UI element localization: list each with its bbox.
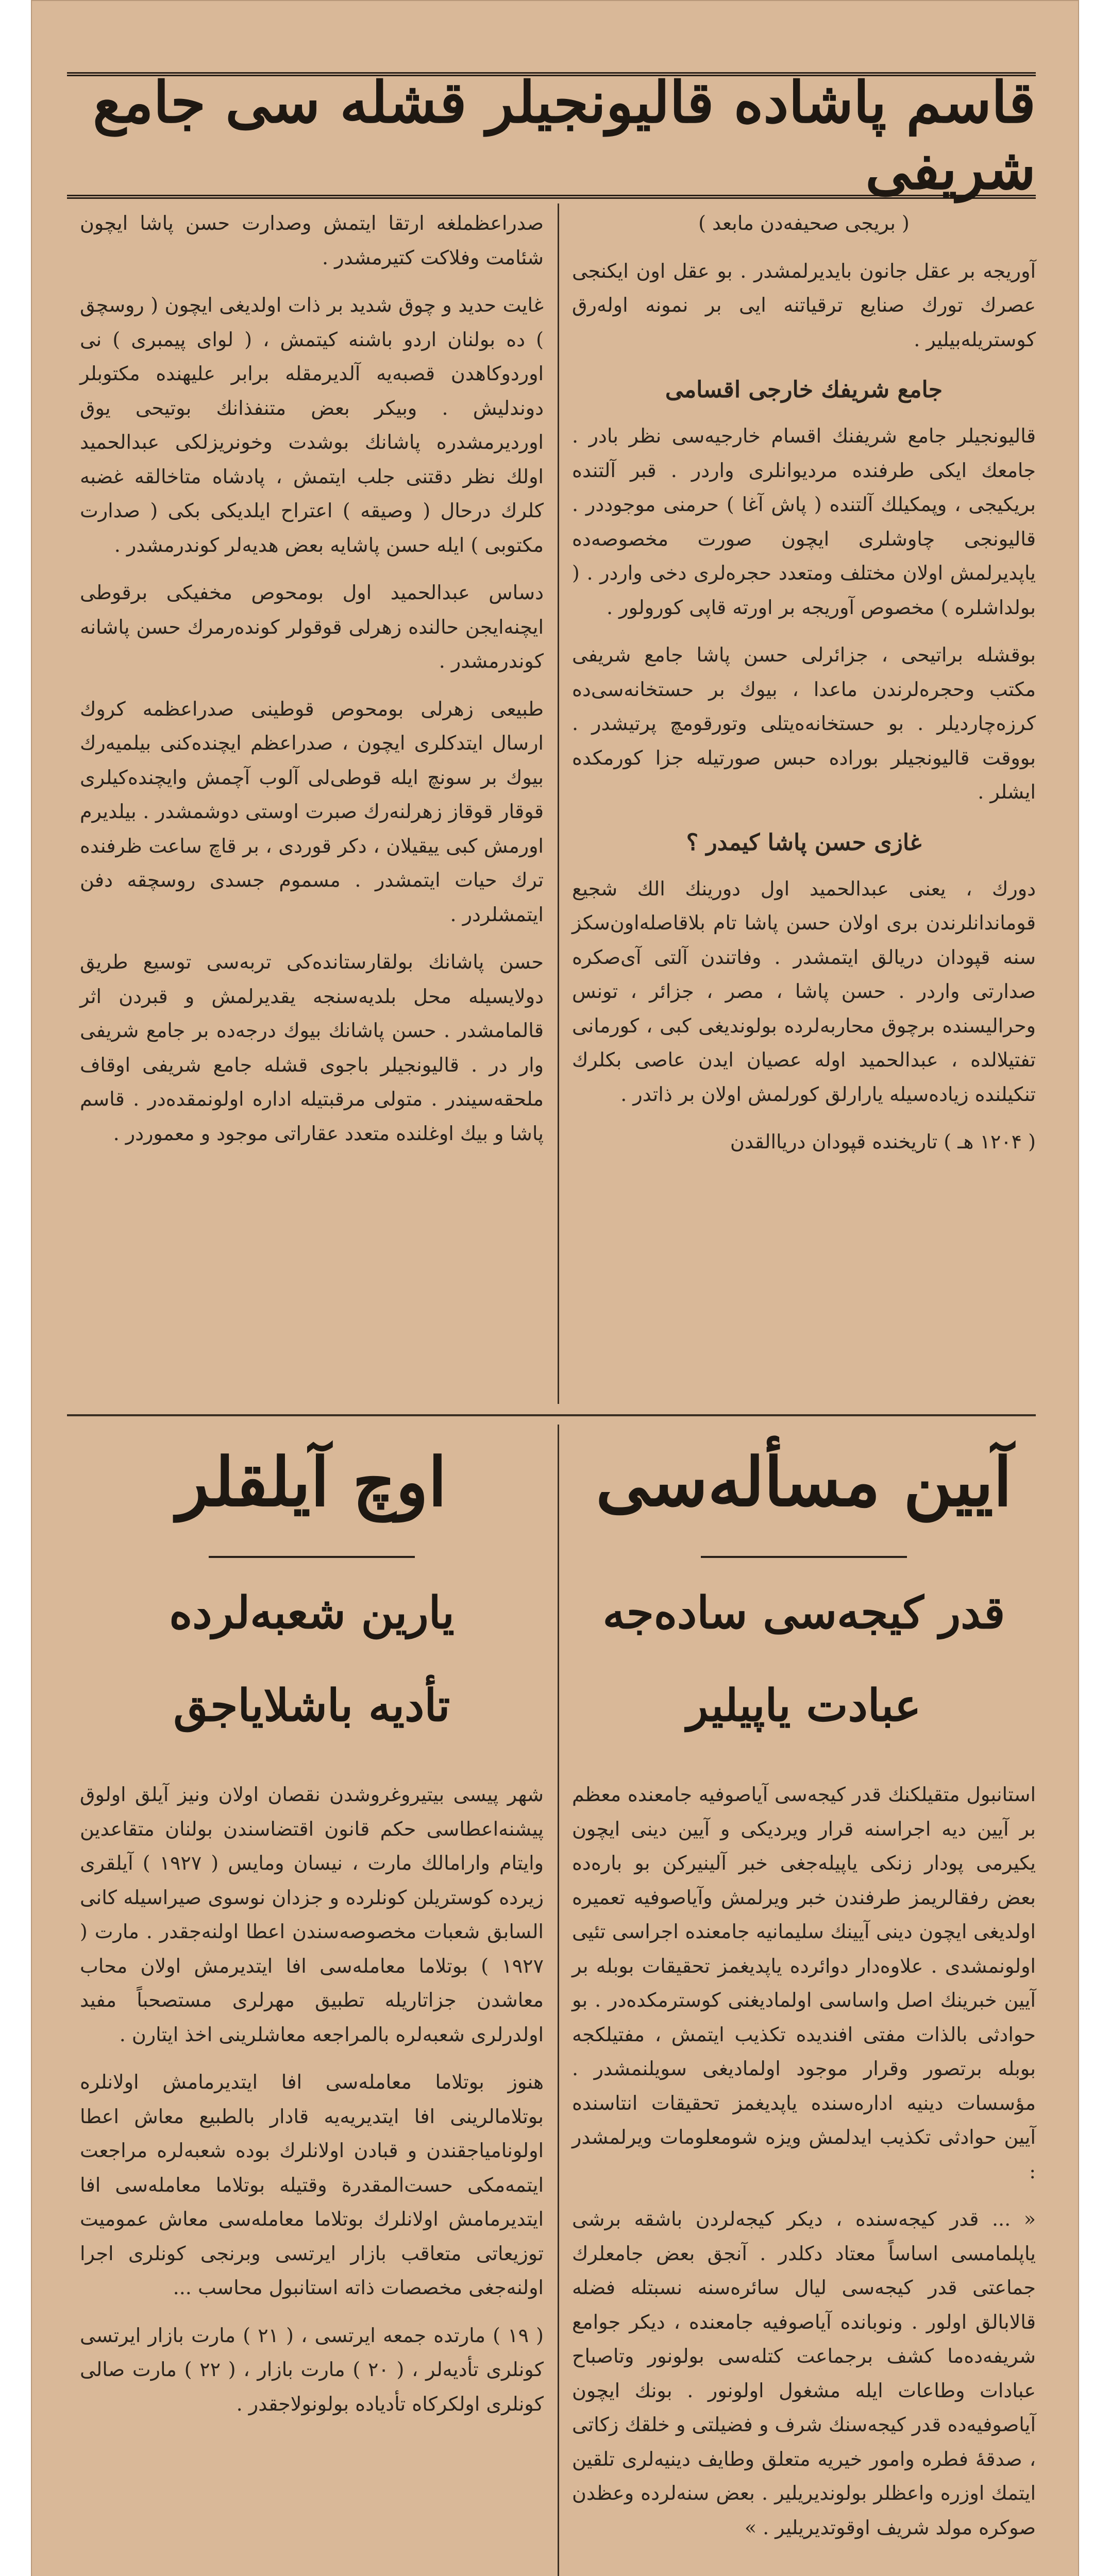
paragraph: صدراعظملغه ارتقا ایتمش وصدارت حسن پاشا ایچون شئامت وفلاکت کتیرمشدر .	[80, 212, 544, 269]
section-subhead: جامع شریفك خارجی اقسامی	[665, 377, 943, 403]
paragraph: قالیونجیلر جامع شریفنك اقسام خارجیه‌سی نظر بادر . جامعك ایکی طرفنده مردیوانلری واردر . قبر آلتنده بریکیجی ، وپمکیلك آلتنده ( پاش آغا ) حرمنی موجوددر . قالیونجی چاوشلری ایچون صورت مخصوصه‌ده یاپدیرلمش اولان مختلف ومتعدد حجره‌لری دخی واردر . ( بولداشلره ) مخصوص آوریجه بر اورته قاپی کورولور .	[572, 425, 1036, 619]
paragraph: آوریجه بر عقل جانون بایدیرلمشدر . بو عقل اون ایکنجی عصرك تورك صنایع ترقیاتنه ایی بر نمونه اوله‌رق کوستریله‌بیلیر .	[572, 259, 1036, 351]
paragraph: دساس عبدالحمید اول بومحوص مخفیکی برقوطی ایچنه‌ایجن حالنده زهرلی قوقولر کونده‌رمرك حسن پاشانه کوندرمشدر .	[80, 581, 544, 672]
title-rule	[701, 1556, 907, 1558]
paragraph: حسن پاشانك بولقارستانده‌کی تربه‌سی توسیع طریق دولایسیله محل بلدیه‌سنجه یقدیرلمش و قبردن اثر قالمامشدر . حسن پاشانك بیوك درجه‌ده بر جامع شریفی وار در . قالیونجیلر باجوی قشله جامع شریفی اوقاف ملحقه‌سیندر . متولی مرقبتیله اداره اولونمقده‌در . قاسم پاشا و بیك اوغلنده متعدد عقاراتی موجود و معموردر .	[80, 951, 544, 1145]
paragraph: غایت حدید و چوق شدید بر ذات اولدیغی ایچون ( روسچق ) ده بولنان اردو باشنه کیتمش ، ( لوای پیمبری ) نی اوردوکاهدن قصبه‌یه آلدیرمقله برابر علیهنده مکتوبلر دوندلیش . وبیکر بعض متنفذانك بوتیحی یوق اوردیرمشدره پاشانك بوشدت وخونریزلکی عبدالحمید اولك نظر دقتنی جلب ایتمش ، پادشاه متاخالقه غضبه کلرك درحال ( وصیقه ) اعتراح ایلدیکی بکی ( صدارت مکتوبی ) ایله حسن پاشایه بعض هدیه‌لر کوندرمشدر .	[80, 294, 544, 556]
top-right-column	[572, 206, 1036, 1173]
article-title: اوچ آیلقلر	[177, 1443, 447, 1521]
column-divider	[558, 204, 559, 1404]
bottom-left-body	[80, 1777, 544, 2434]
bottom-right-body	[572, 1777, 1036, 2558]
source-note: ( بریجی صحیفه‌دن مابعد )	[698, 212, 910, 234]
paragraph: طبیعی زهرلی بومحوص قوطینی صدراعظمه کروك ارسال ایتدکلری ایچون ، صدراعظم ایچنده‌کنی بیلمیه‌رك بیوك بر سونچ ایله قوطی‌لی آلوب آچمش وایچنده‌کیلری قوقار قوقاز زهرلنه‌رك صبرت اوستی دوشمشدر . بیلدیرم اورمش کبی ییقیلان ، دکر قوردی ، بر قاچ ساعت ظرفنده ترك حیات ایتمشدر . مسموم جسدی روسچقه دفن ایتمشلردر .	[80, 697, 544, 926]
paragraph: شهر پیسی بیتیروغروشدن نقصان اولان ونیز آیلق اولوق پیشنه‌اعطاسی حکم قانون اقتضاسندن بولنان متقاعدین وایتام وارامالك مارت ، نیسان ومایس ( ۱۹۲۷ ) آیلقری زیرده کوستریلن کونلرده و جزدان نوسوی صیراسیله کانی السابق شعبات مخصوصه‌سندن اعطا اولنه‌جقدر . مارت ( ۱۹۲۷ ) بوتلاما معامله‌سی افا ایتدیرمش اولان محاب معاشدن جزاتاریله تطبیق مهرلری مستصحباً مفید اولدرلری شعبه‌لره بالمراجعه معاشلرینی اخذ ایتارن .	[80, 1783, 544, 2046]
paragraph: ( ۱۹ ) مارتده جمعه ایرتسی ، ( ۲۱ ) مارت بازار ایرتسی کونلری تأدیه‌لر ، ( ۲۰ ) مارت بازار ، ( ۲۲ ) مارت صالی کونلری اولکرکاه تأدیاده بولونولاجقدر .	[80, 2324, 544, 2415]
paragraph: استانبول متقیلکنك قدر کیجه‌سی آیاصوفیه جامعنده معظم بر آیین دیه اجراسنه قرار ویردیکی و آیین دینی ایچون یکیرمی پودار زنکی یاپیله‌جغی خبر آلینیرکن بو باره‌ده بعض رفقالریمز طرفندن خبر ویرلمش وآیاصوفیه تعمیره اولدیغی ایچون دینی آیینك سلیمانیه جامعنده اجراسی تئیی اولونمشدی . علاوه‌دار دوائرده یاپدیغمز تحقیقات بوبله بر آیین خبرینك اصل واساسی اولمادیغنی کوسترمکده‌در . بو حوادثی بالذات مفتی افندیده تکذیب ایتمش ، مفتیلکجه بوبله برتصور وقرار موجود اولمادیغی سویلنمشدر . مؤسسات دینیه اداره‌سنده یاپدیغمز تحقیقات انتاسنده آیین حوادثی تکذیب ایدلمش ویزه شومعلومات ویرلمشدر :	[572, 1783, 1036, 2183]
article-subtitle: عبادت یاپیلیر	[686, 1680, 921, 1732]
title-rule	[209, 1556, 415, 1558]
column-divider	[558, 1425, 559, 2576]
paragraph: دورك ، یعنی عبدالحمید اول دورینك الك شجیع قوماندانلرندن بری اولان حسن پاشا تام بلاقاصله‌اون‌سکز سنه قپودان دریالق ایتمشدر . وفاتندن آلتی آی‌صکره صدارتی واردر . حسن پاشا ، مصر ، جزائر ، تونس وحرالیسنده برچوق محاربه‌لرده بولوندیغی کبی ، کورمانی تفتیلالده ، عبدالحمید اوله عصیان ایدن عاصی بکلرك تنکیلنده زیاده‌سیله یارارلق کورلمش اولان بر ذاتدر .	[572, 877, 1036, 1106]
banner	[67, 69, 1036, 202]
article-subtitle: یارین شعبه‌لرده	[169, 1587, 455, 1639]
paragraph: بوقشله براتیحی ، جزائرلی حسن پاشا جامع شریفی مکتب وحجره‌لرندن ماعدا ، بیوك بر حستخانه‌سی‌ده کرزه‌چاردیلر . بو حستخانه‌ه‌یتلی وتورقومچ پرتیشدر . بووقت قالیونجیلر بوراده حبس صورتیله جزا کورمکده ایشلر .	[572, 643, 1036, 803]
paragraph: هنوز بوتلاما معامله‌سی افا ایتدیرمامش اولانلره بوتلامالرینی افا ایتدیریه‌یه قادار بالطبیع معاش اعطا اولونامیاجقندن و قبادن اولانلرك بوده شعبه‌لره مراجعت ایتمه‌مکی حست‌المقدرة وقتیله بوتلاما معامله‌سی افا ایتدیرمامش اولانلرك بوتلاما معامله‌سی معاش عمومیت توزیعاتی متعاقب بازار ایرتسی وبرنجی کونلری اجرا اولنه‌جغی مخصصات ذاته استانبول محاسب ...	[80, 2071, 544, 2299]
newspaper-clipping	[31, 0, 1079, 2576]
section-divider	[67, 1414, 1036, 1416]
article-subtitle: تأدیه باشلایاجق	[173, 1680, 450, 1732]
section-subhead: غازی حسن پاشا کیمدر ؟	[686, 829, 922, 856]
article-subtitle: قدر کیجه‌سی ساده‌جه	[602, 1587, 1005, 1639]
top-left-column	[80, 206, 544, 1164]
banner-title: قاسم پاشاده قالیونجیلر قشله سی جامع شریفی	[93, 69, 1036, 202]
paragraph: « ... قدر کیجه‌سنده ، دیکر کیجه‌لردن باشقه برشی یاپلمامسی اساساً معتاد دکلدر . آنجق بعض جامعلرك جماعتی قدر کیجه‌سی لیال سائره‌سنه نسبتله فضله قالابالق اولور . ونوبانده آیاصوفیه جامعنده ، دیکر جوامع شریفه‌ده‌ما کشف برجماعت کتله‌سی بولونور وتاصباح عبادات وطاعات ایله مشغول اولونور . بونك ایچون آیاصوفیه‌ده قدر کیجه‌سنك شرف و فضیلتی و خلقك زکاتی ، صدقهٔ فطره وامور خیریه متعلق وطایف دینیه‌لری تلقین ایتمك اوزره واعظلر بولوندیریلیر . بعض سنه‌لرده وعظدن صوکره مولد شریف اوقوتدیریلیر . »	[572, 2208, 1036, 2539]
paragraph: ( ۱۲۰۴ هـ ) تاریخنده قپودان دریاالقدن	[730, 1130, 1036, 1153]
article-title: آیین مسأله‌سی	[596, 1443, 1012, 1521]
